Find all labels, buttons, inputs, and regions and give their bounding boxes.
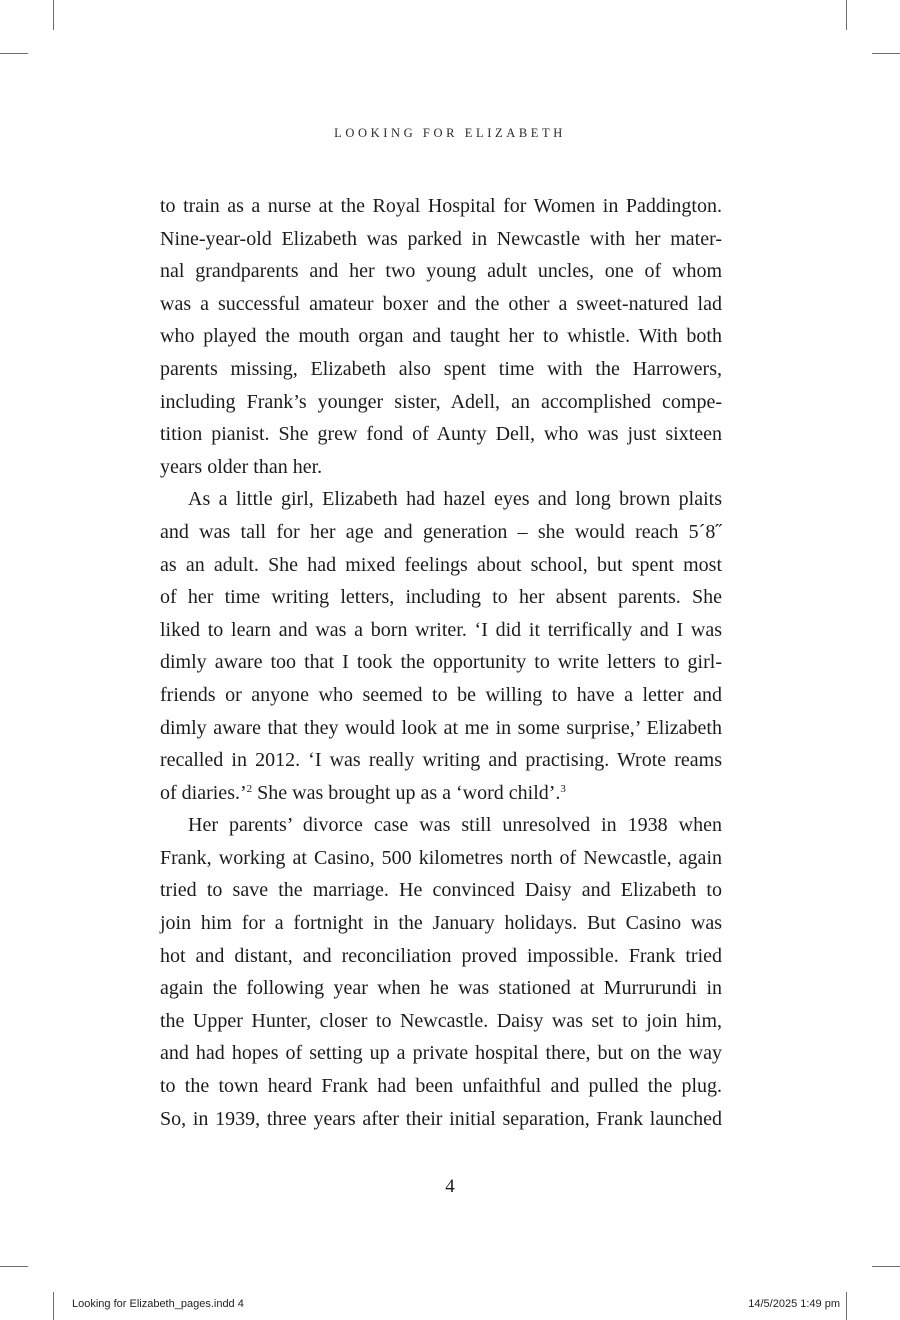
text-line: the Upper Hunter, closer to Newcastle. Daisy was set to join him, bbox=[160, 1009, 722, 1032]
text-line: to the town heard Frank had been unfaithful and pulled the plug. bbox=[160, 1075, 722, 1098]
footnote-marker: 3 bbox=[560, 782, 566, 795]
text-line: nal grandparents and her two young adult uncles, one of whom bbox=[160, 260, 722, 283]
footnote-marker: 2 bbox=[246, 782, 253, 795]
crop-mark-top-left bbox=[53, 0, 54, 30]
running-head: LOOKING FOR ELIZABETH bbox=[334, 126, 566, 140]
text-fragment: of diaries.’ bbox=[160, 781, 247, 804]
text-line: as an adult. She had mixed feelings about school, but spent most bbox=[160, 553, 722, 576]
text-line: of her time writing letters, including to her absent parents. She bbox=[160, 586, 722, 609]
text-line: Her parents’ divorce case was still unresolved in 1938 when bbox=[188, 814, 722, 837]
text-line: years older than her. bbox=[160, 455, 323, 478]
text-line: including Frank’s younger sister, Adell, an accomplished compe- bbox=[160, 390, 722, 413]
slug-filename: Looking for Elizabeth_pages.indd 4 bbox=[72, 1298, 244, 1310]
text-line: again the following year when he was stationed at Murrurundi in bbox=[160, 977, 722, 1000]
crop-mark-bottom-left-h bbox=[0, 1266, 28, 1267]
slug-timestamp: 14/5/2025 1:49 pm bbox=[748, 1298, 840, 1310]
text-line: recalled in 2012. ‘I was really writing and practising. Wrote reams bbox=[160, 749, 722, 772]
page-number: 4 bbox=[445, 1176, 455, 1197]
text-line: join him for a fortnight in the January holidays. But Casino was bbox=[160, 912, 722, 935]
text-line: dimly aware that they would look at me in some surprise,’ Elizabeth bbox=[160, 716, 722, 739]
text-line: friends or anyone who seemed to be willing to have a letter and bbox=[160, 683, 722, 706]
text-line: was a successful amateur boxer and the other a sweet-natured lad bbox=[160, 292, 722, 315]
text-line: and had hopes of setting up a private hospital there, but on the way bbox=[160, 1042, 722, 1065]
text-fragment: She was brought up as a ‘word child’. bbox=[252, 781, 561, 804]
text-line: hot and distant, and reconciliation proved impossible. Frank tried bbox=[160, 944, 722, 967]
text-line: As a little girl, Elizabeth had hazel eyes and long brown plaits bbox=[188, 488, 722, 511]
text-line: Nine-year-old Elizabeth was parked in Newcastle with her mater- bbox=[160, 227, 722, 250]
text-line: tried to save the marriage. He convinced Daisy and Elizabeth to bbox=[160, 879, 722, 902]
crop-mark-bottom-right-h bbox=[872, 1266, 900, 1267]
text-line: liked to learn and was a born writer. ‘I did it terrifically and I was bbox=[160, 618, 722, 641]
text-line: So, in 1939, three years after their initial separation, Frank launched bbox=[160, 1107, 722, 1130]
crop-mark-top-right bbox=[846, 0, 847, 30]
text-line: parents missing, Elizabeth also spent time with the Harrowers, bbox=[160, 357, 722, 380]
text-line: dimly aware too that I took the opportunity to write letters to girl- bbox=[160, 651, 722, 674]
crop-mark-top-right-h bbox=[872, 53, 900, 54]
crop-mark-bottom-left bbox=[53, 1292, 54, 1320]
text-line: and was tall for her age and generation – she would reach 5´8˝ bbox=[160, 520, 722, 543]
crop-mark-top-left-h bbox=[0, 53, 28, 54]
text-line-with-footnotes bbox=[160, 777, 722, 810]
text-line: to train as a nurse at the Royal Hospital for Women in Paddington. bbox=[160, 195, 722, 217]
text-line: Frank, working at Casino, 500 kilometres north of Newcastle, again bbox=[160, 846, 722, 869]
text-line: who played the mouth organ and taught her to whistle. With both bbox=[160, 325, 722, 348]
body-text bbox=[160, 190, 722, 1135]
crop-mark-bottom-right bbox=[846, 1292, 847, 1320]
text-line: tition pianist. She grew fond of Aunty Dell, who was just sixteen bbox=[160, 423, 722, 446]
